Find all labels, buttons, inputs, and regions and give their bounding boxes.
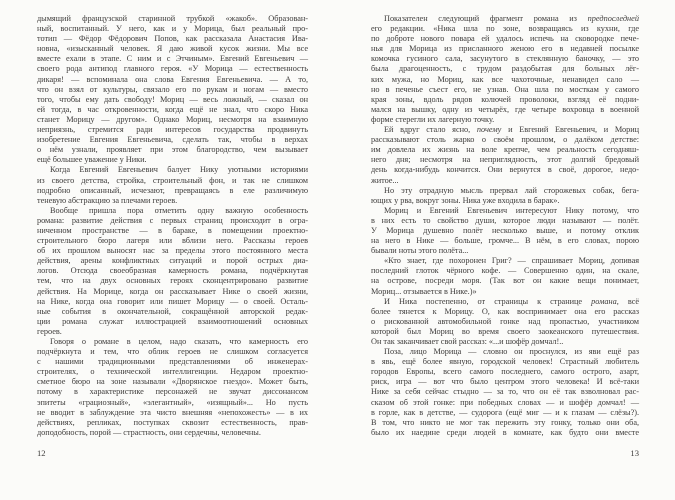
text-line: Вообще пришла пора отметить одну важную особенность <box>50 205 308 215</box>
page-right <box>371 14 639 438</box>
text-line: что он взял от культуры, связало его по рукам и ногам — вместо <box>37 84 308 94</box>
page-number-right: 13 <box>630 448 639 458</box>
text-line: него дня; несмотря на неприглядность, этот долгий бредовый <box>371 155 639 165</box>
text-line: романа: развитие действия с первых страниц происходит в огра- <box>37 215 308 225</box>
text-line: которой был Мориц во время своего заокеанского путешествия. <box>371 326 639 336</box>
text-line: Нике за себя сейчас стыдно — за то, что он её так взволновал рас- <box>371 387 639 397</box>
text-line: эпитеты «грациозный», «элегантный», «изящный»... Но пусть <box>37 397 308 407</box>
text-line: в горле, как в детстве, — судорога (ещё миг — и к глазам — слёзы?). <box>371 407 639 417</box>
text-line: на него в Нике — больше, громче... В нём, в его словах, порою <box>371 236 639 246</box>
text-line: ный, воспитанный. У него, как и у Морица, был реальный про- <box>37 24 308 34</box>
text-line: действия. На Морице, когда он рассказывает Нике о своей жизни, <box>37 286 308 296</box>
text-line: о нём узнали, проявляет при этом благородство, чем вызывает <box>37 145 308 155</box>
text-line: более тянется к Морицу. О, как воспринимает она его рассказ <box>371 306 639 316</box>
text-line: им довлела их жизнь на воле крепче, чем реальность сегодняш- <box>371 145 639 155</box>
text-line: комочка гусиного сала, засунутого в стеклянную баночку, — это <box>371 54 639 64</box>
text-line: действиях, репликах, поступках сквозит естественность, прав- <box>37 417 308 427</box>
text-line: героев. <box>37 326 62 336</box>
text-line: об их прошлом выносят нас за пределы этого постоянного места <box>37 246 308 256</box>
text-line: на Нике, когда она говорит или пишет Морицу — о своей. Осталь- <box>37 296 308 306</box>
text-line: риск, игра — вот что было центром этого человека! И всё-таки <box>371 377 639 387</box>
text-line: вместе ехали в этапе. С ним и с Этчиным». Евгений Евгеньевич — <box>37 54 308 64</box>
text-line: ких мужа, но Мориц, как все чахоточные, ненавидел сало — <box>371 74 639 84</box>
text-line: Но эту отрадную мысль прервал лай сторожевых собак, бега- <box>384 185 639 195</box>
text-line: Он так заканчивает свой рассказ: «...и шофёр домчал!.. <box>371 337 564 346</box>
text-line: подробно описанный, исчезают, превращаясь в еле различимую <box>37 185 308 195</box>
text-line: У Морица душевно полёт несколько выше, и потому отклик <box>371 225 639 235</box>
text-line: мался на вышку, одну из четырёх, где четыре вохровца в военной <box>371 104 639 114</box>
text-line: ции романа служат иллюстрацией взаимоотношений основных <box>37 316 308 326</box>
text-line: с нашими традиционными представлениями об инженерах- <box>37 357 308 367</box>
text-line: нья для Морица из присланного женою его в недавней посылке <box>371 44 639 54</box>
text-line: форме стерегли их лагерную точку. <box>371 114 495 124</box>
text-line: рассказывают столь жарко о своём прошлом, о далёком детстве: <box>371 135 639 145</box>
text-line: была драгоценность, с трудом раздобытая для больных лёг- <box>371 64 639 74</box>
text-line: ющих у рва, вокруг зоны. Ника уже входила в барак». <box>371 195 560 205</box>
text-line: в них есть то свойство души, которое люди называют — полёт. <box>371 215 639 225</box>
text-line: сметное бюро на зоне называли «Дворянское гнездо». Может быть, <box>37 377 308 387</box>
text-line: в явь, ещё более явную, городской человек! Страстный любитель <box>371 357 639 367</box>
text-line: И Ника постепенно, от страницы к странице романа, всё <box>384 296 640 306</box>
text-line: из своего детства, стройка, строительный фон, и так не слишком <box>37 175 308 185</box>
text-line: не вводит в заблуждение эта чисто внешняя «непохожесть» — в их <box>37 407 308 417</box>
text-line: своего рода антипод главного героя. «У Морица — естественность <box>37 64 308 74</box>
text-line: последний глоток чёрного кофе. — Совершенно один, на скале, <box>371 266 639 276</box>
text-line: на острове, посреди моря. (Так вот он какие вещи понимает, <box>371 276 639 286</box>
text-line: по доброте нового повара ей удалось испечь на сковородке пече- <box>371 34 639 44</box>
text-line: житое... <box>371 175 399 185</box>
text-line: о рискованной автомобильной гонке над пропастью, участником <box>371 316 639 326</box>
text-line: дикаря! — вспоминала она слова Евгения Евгеньевича. — А то, <box>37 74 308 84</box>
text-line: городов Европы, всего самого последнего, самого острого, азарт, <box>371 367 639 377</box>
text-line: Поза, лицо Морица — словно он проснулся, из яви ещё раз <box>384 347 639 357</box>
text-line: Говоря о романе в целом, надо сказать, что камерность его <box>50 337 308 346</box>
text-line: В том, что никто не мог так пережить эту гонку, только они оба, <box>371 417 639 427</box>
text-line: сказом об этой гонке: при победных словах — и шофёр домчал! — <box>371 397 639 407</box>
text-line: бывали ноты этого полёта... <box>371 246 469 256</box>
text-line: его редакции. «Ника шла по зоне, возвращаясь из кухни, где <box>371 24 639 34</box>
text-line: края зоны, вдоль рядов колючей проволоки, взгляд её подни- <box>371 94 639 104</box>
text-line: Мориц... отзывается в Нике.)» <box>371 286 477 296</box>
text-line: Ей вдруг стало ясно, почему и Евгений Евгеньевич, и Мориц <box>384 125 639 135</box>
text-line: новна, «изысканный человек. Я даю живой кусок жизни. Мы все <box>37 44 308 54</box>
text-line: доподобность, порой — страстность, они сердечны, человечны. <box>37 427 261 437</box>
text-line: станет Морицу — другом». Однако Мориц, несмотря на взаимную <box>37 114 308 124</box>
text-line: ные события в окончательной, сокращённой авторской редак- <box>37 306 308 316</box>
text-line: дымящий французской старинной трубкой «жакоб». Образован- <box>37 14 308 23</box>
text-line: ниченном пространстве — в бараке, в помещении проектно- <box>37 225 308 235</box>
page-number-left: 12 <box>37 448 46 458</box>
text-line: того, чтобы ему дать свободу! Мориц — весь ложный, — сказал он <box>37 94 308 104</box>
text-line: день когда-нибудь кончится. Они вернутся в своё, дорогое, недо- <box>371 165 639 175</box>
text-line: подчёркнута и тем, что облик героев не слишком согласуется <box>37 347 308 357</box>
text-line: тем, что на двух основных героях сконцентрировано развитие <box>37 276 308 286</box>
text-line: тотип — Фёдор Фёдорович Попов, как рассказала Анастасия Ива- <box>37 34 308 44</box>
text-line: строителях, о технической интеллигенции. Недаром проектно- <box>37 367 308 377</box>
text-line: Мориц и Евгений Евгеньевич интересуют Нику потому, что <box>384 205 639 215</box>
text-line: действия, арены конфликтных ситуаций и порой острых диа- <box>37 256 308 266</box>
text-line: ей тогда, в час откровенности, когда ещё не знал, что скоро Ника <box>37 104 308 114</box>
text-line: было их наедине среди людей в комнате, как будто они вместе <box>371 427 639 437</box>
text-line: Когда Евгений Евгеньевич балует Нику уютными историями <box>50 165 308 175</box>
text-line: но в печенье съест его, не узнав. Она шла по мосткам у самого <box>371 84 639 94</box>
text-line: потому в характеристике персонажей не звучат диссонансом <box>37 387 308 397</box>
text-line: неприязнь, стремится ради интересов государства продвинуть <box>37 125 308 135</box>
text-line: изобретение Евгения Евгеньевича, сделать так, чтобы в верхах <box>37 135 308 145</box>
text-line: теневую абстракцию за плечами героев. <box>37 195 178 205</box>
text-line: строительного бюро лагеря или вблизи него. Рассказы героев <box>37 236 308 246</box>
text-line: логов. Отсюда своеобразная камерность романа, подчёркнутая <box>37 266 308 276</box>
text-line: Показателен следующий фрагмент романа из предпоследней <box>384 14 639 23</box>
page-left <box>37 14 308 438</box>
text-line: «Кто знает, где похоронен Григ? — спрашивает Мориц, допивая <box>384 256 639 266</box>
text-line: ещё большее уважение у Ники. <box>37 155 147 165</box>
